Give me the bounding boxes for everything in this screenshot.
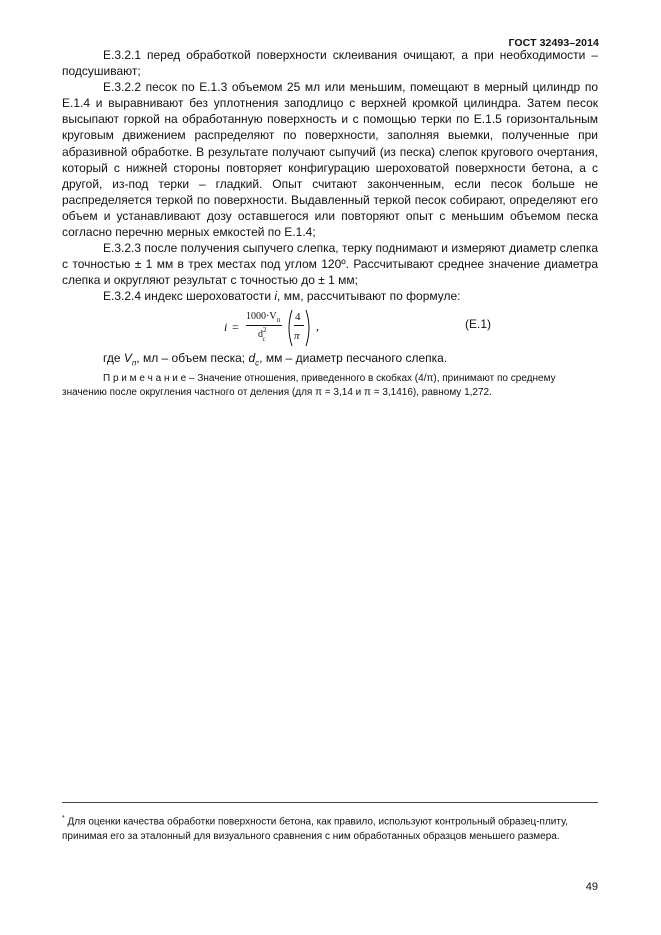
roughness-index-var: i [274, 289, 278, 304]
formula-equals: = [232, 319, 239, 334]
main-text [62, 47, 598, 401]
formula-denominator-sub: c [262, 334, 266, 343]
formula-paren-denominator: π [294, 329, 300, 342]
paragraph-e324-tail: , мм, рассчитывают по формуле: [277, 289, 461, 304]
formula-numerator-sub: п [276, 315, 281, 324]
paragraph-e321: Е.3.2.1 перед обработкой поверхности склеивания очищают, а при необходимости – подсушивают; [62, 48, 598, 79]
legend-prefix: где [103, 350, 124, 365]
legend-d-var: d [248, 350, 256, 365]
formula-denominator [258, 327, 270, 343]
note-label: П р и м е ч а н и е [103, 372, 187, 384]
legend-d-sub: c [255, 357, 260, 367]
formula-e1 [224, 308, 424, 346]
formula-denominator-text: d [258, 328, 263, 340]
legend-end: , мм – диаметр песчаного слепка. [259, 350, 448, 365]
paragraph-e322: Е.3.2.2 песок по Е.1.3 объемом 25 мл или меньшим, помещают в мерный цилиндр по Е.1.4 и выравнивают без уплотнения заподлицо с верхней кромкой цилиндра. Затем песок высыпают горкой на обработанную поверхность и с помощью терки по Е.1.5 горизонтальным круговым движением распределяют по поверхности, заполняя выемки, полученные при абразивной обработке. В результате получают сыпучий (из песка) слепок кругового очертания, который с нижней стороны повторяет конфигурацию шероховатой поверхности бетона, а с другой, из-под терки – гладкий. Опыт считают законченным, если песок больше не распределяется теркой по поверхности. Выдавленный теркой песок собирают, определяют его объем и устанавливают дозу оставшегося или повторяют опыт с меньшим объемом песка согласно перечню мерных емкостей по Е.1.4; [62, 80, 598, 240]
formula-comma: , [316, 318, 319, 333]
paragraph-e324-text: Е.3.2.4 индекс шероховатости [103, 289, 275, 304]
formula-legend [62, 350, 598, 371]
footnote [62, 812, 602, 845]
standard-header: ГОСТ 32493–2014 [508, 37, 599, 49]
footnote-text: Для оценки качества обработки поверхности бетона, как правило, используют контрольный образец-плиту, принимая его за эталонный для визуального сравнения с ним обработанных образцов меньшего размера. [62, 816, 568, 842]
formula-denominator-sup: 2 [263, 325, 267, 334]
note-block [62, 372, 598, 401]
footnote-divider [62, 802, 598, 803]
note-text: – Значение отношения, приведенного в скобках (4/π), принимают по среднему значению после округления частного от деления (для π = 3,14 и π = 3,1416), равному 1,272. [62, 372, 556, 399]
page-number: 49 [585, 881, 598, 893]
formula-block [62, 306, 598, 348]
formula-lhs: i [224, 319, 228, 334]
legend-v-sub: п [131, 357, 137, 367]
paragraph-e323: Е.3.2.3 после получения сыпучего слепка, терку поднимают и измеряют диаметр слепка с точностью ± 1 мм в трех местах под углом 120º. Рассчитывают среднее значение диаметра слепка и округляют результат с точностью до ± 1 мм; [62, 241, 598, 288]
footnote-marker: * [62, 815, 65, 822]
legend-mid: , мл – объем песка; [136, 350, 249, 365]
formula-numerator-text: 1000·V [246, 310, 277, 322]
paren-fraction-bar [294, 325, 304, 326]
formula-paren-numerator: 4 [295, 310, 301, 323]
equation-number: (Е.1) [465, 316, 492, 331]
paragraph-e324 [62, 288, 598, 304]
legend-v-var: V [123, 350, 132, 365]
formula-paren-group [286, 308, 312, 348]
